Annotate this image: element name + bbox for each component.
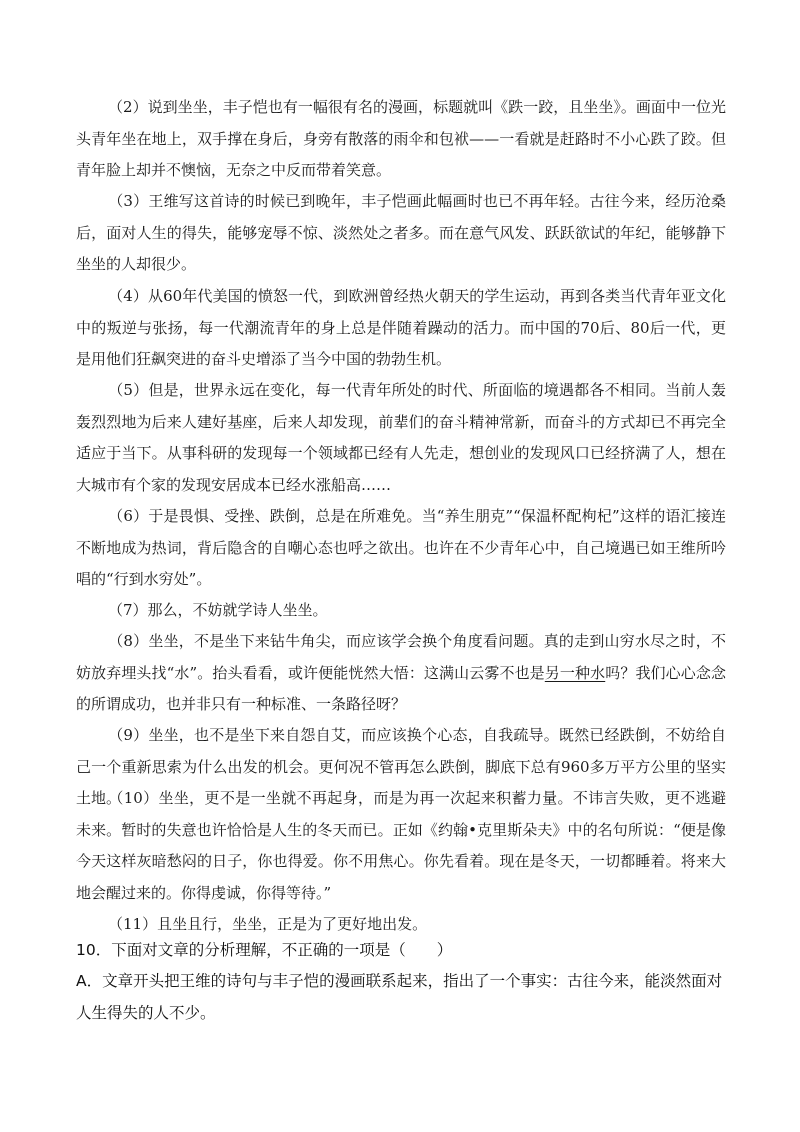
paragraph-7 — [76, 595, 726, 627]
paragraph-text: 从60年代美国的愤怒一代，到欧洲曾经热火朝天的学生运动，再到各类当代青年亚文化中的叛逆与张扬，每一代潮流青年的身上总是伴随着躁动的活力。而中国的70后、80后一代，更是用他们狂飙突进的奋斗史增添了当今中国的勃勃生机。 — [76, 287, 727, 368]
paragraph-number: （10） — [108, 789, 159, 807]
option-a: A．文章开头把王维的诗句与丰子恺的漫画联系起来，指出了一个事实：古往今来，能淡然面对人生得失的人不少。 — [76, 972, 723, 1022]
paragraph-number: （9） — [108, 726, 149, 744]
paragraph-number: （3） — [108, 192, 149, 210]
paragraph-text: 说到坐坐，丰子恺也有一幅很有名的漫画，标题就叫《跌一跤，且坐坐》。画面中一位光头青年坐在地上，双手撑在身后，身旁有散落的雨伞和包袱——一看就是赶路时不小心跌了跤。但青年脸上却并不懊恼，无奈之中反而带着笑意。 — [76, 98, 726, 179]
paragraph-text: 坐坐，也不是坐下来自怨自艾，而应该换个心态，自我疏导。既然已经跌倒，不妨给自己一个重新思索为什么出发的机会。更何况不管再怎么跌倒，脚底下总有960多万平方公里的坚实土地。 — [76, 726, 726, 807]
paragraph-text: 于是畏惧、受挫、跌倒，总是在所难免。当“养生朋克”“保温杯配枸杞”这样的语汇接连不断地成为热词，背后隐含的自嘲心态也呼之欲出。也许在不少青年心中，自己境遇已如王维所吟唱的“行到水穷处”。 — [76, 507, 727, 588]
paragraph-4 — [76, 281, 726, 376]
paragraph-number: （5） — [108, 381, 149, 399]
paragraph-6 — [76, 501, 726, 596]
paragraph-10 — [76, 783, 726, 909]
paragraph-5 — [76, 375, 726, 501]
paragraph-number: （7） — [108, 601, 148, 619]
paragraph-text: 王维写这首诗的时候已到晚年，丰子恺画此幅画时也已不再年轻。古往今来，经历沧桑后，面对人生的得失，能够宠辱不惊、淡然处之者多。而在意气风发、跃跃欲试的年纪，能够静下坐坐的人却很少。 — [76, 192, 726, 273]
paragraph-text: 但是，世界永远在变化，每一代青年所处的时代、所面临的境遇都各不相同。当前人轰轰烈烈地为后来人建好基座，后来人却发现，前辈们的奋斗精神常新，而奋斗的方式却已不再完全适应于当下。从事科研的发现每一个领域都已经有人先走，想创业的发现风口已经挤满了人，想在大城市有个家的发现安居成本已经水涨船高…… — [76, 381, 726, 494]
paragraph-number: （8） — [108, 632, 149, 650]
paragraph-text: 吗？我们心心念念的所谓成功，也并非只有一种标准、一条路径呀？ — [76, 663, 726, 713]
paragraph-text: 那么，不妨就学诗人坐坐。 — [147, 601, 328, 619]
paragraph-number: （6） — [108, 507, 149, 525]
underlined-phrase: 另一种水 — [544, 663, 606, 682]
paragraph-8 — [76, 626, 726, 721]
paragraph-number: （2） — [108, 98, 148, 116]
paragraph-3 — [76, 186, 726, 281]
paragraph-text: 且坐且行，坐坐，正是为了更好地出发。 — [157, 915, 428, 933]
paragraph-text: 坐坐，不是坐下来钻牛角尖，而应该学会换个角度看问题。真的走到山穷水尽之时，不妨放弃埋头找“水”。抬头看看，或许便能恍然大悟：这满山云雾不也是 — [76, 632, 726, 682]
paragraph-text: 坐坐，更不是一坐就不再起身，而是为再一次起来积蓄力量。不讳言失败，更不逃避未来。暂时的失意也许恰恰是人生的冬天而已。正如《约翰•克里斯朵夫》中的名句所说：“便是像今天这样灰暗愁闷的日子，你也得爱。你不用焦心。你先看着。现在是冬天，一切都睡着。将来大地会醒过来的。你得虔诚，你得等待。” — [76, 789, 726, 902]
paragraph-2 — [76, 92, 726, 187]
paragraph-number: （11） — [108, 915, 158, 933]
paragraph-number: （4） — [108, 287, 148, 305]
question-stem: 10．下面对文章的分析理解，不正确的一项是（ ） — [76, 941, 453, 959]
